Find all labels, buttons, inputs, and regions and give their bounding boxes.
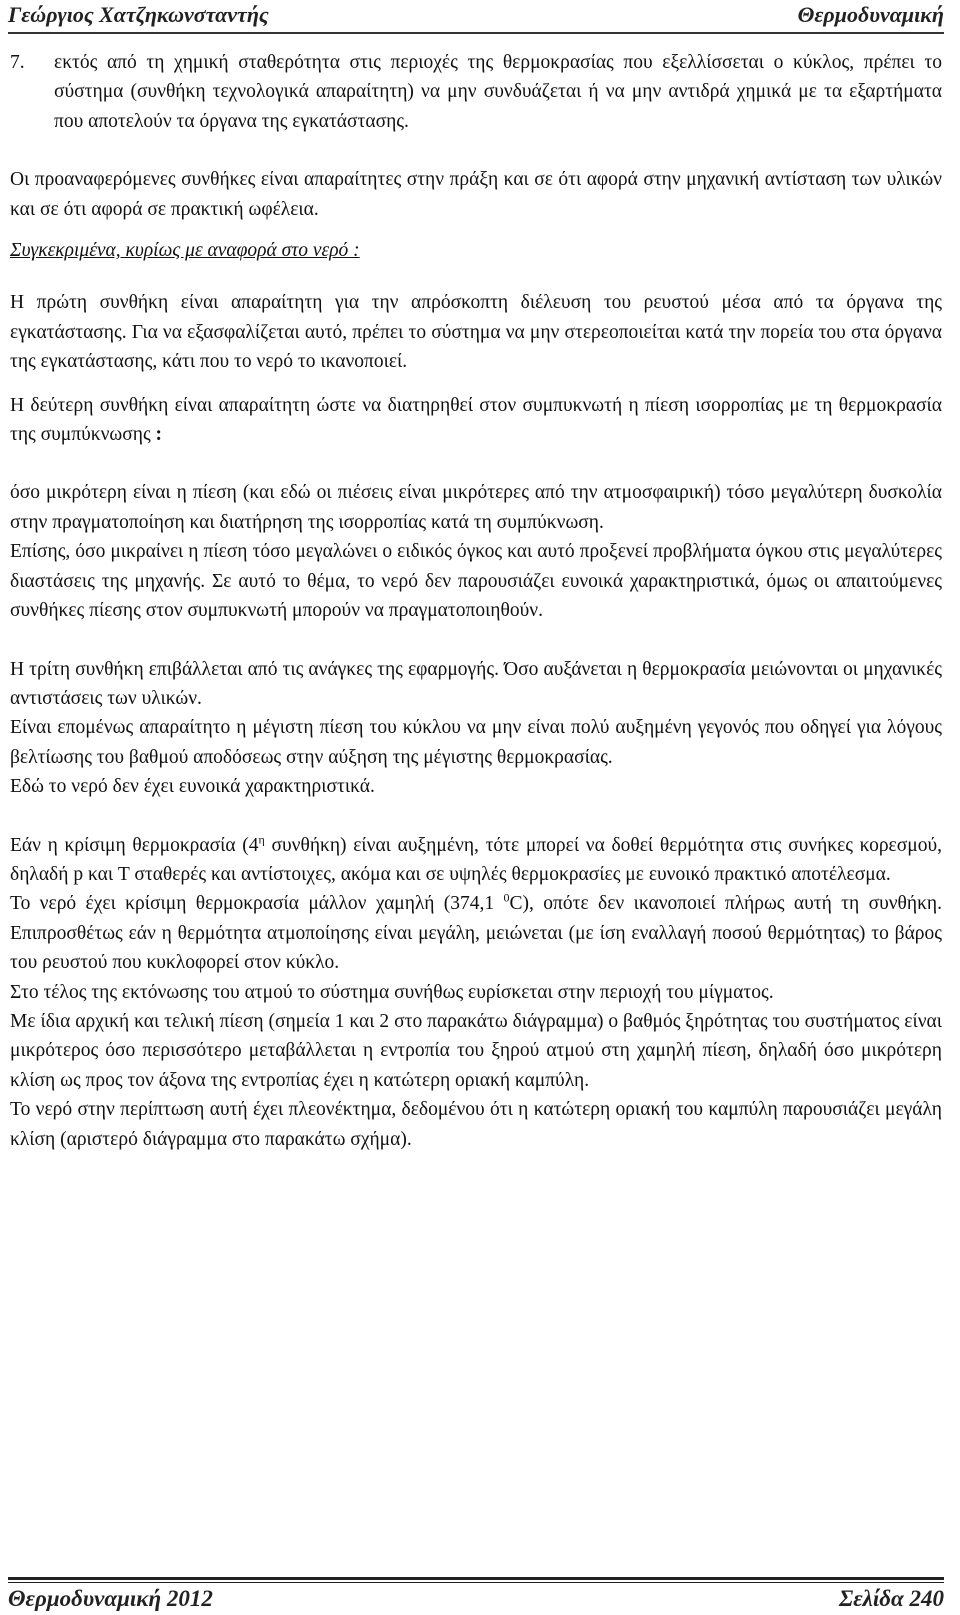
paragraph: Εδώ το νερό δεν έχει ευνοικά χαρακτηριστικά. (10, 776, 375, 798)
paragraph-text: συνθήκη) είναι αυξημένη, τότε μπορεί να δοθεί θερμότητα στις συνήκες κορεσμού, δηλαδή p και T σταθερές και αντίστοιχες, ακόμα και σε υψηλές θερμοκρασίες με ευνοικό πρακτικό αποτέλεσμα. (10, 834, 942, 885)
paragraph-text: C), οπότε δεν ικανοποιεί πλήρως αυτή τη συνθήκη. Επιπροσθέτως εάν η θερμότητα ατμοποίησης είναι μεγάλη, μειώνεται (με ίση εναλλαγή ποσού θερμότητας) το βάρος του ρευστού που κυκλοφορεί στον κύκλο. (10, 893, 942, 974)
numbered-item-7 (10, 48, 942, 136)
paragraph (10, 831, 942, 890)
paragraph: Επίσης, όσο μικραίνει η πίεση τόσο μεγαλώνει ο ειδικός όγκος και αυτό προξενεί προβλήματα όγκου στις μεγαλύτερες διαστάσεις της μηχανής. Σε αυτό το θέμα, το νερό δεν παρουσιάζει ευνοικά χαρακτηριστικά, όμως οι απαιτούμενες συνθήκες πίεσης στον συμπυκνωτή μπορούν να πραγματοποιηθούν. (10, 541, 942, 622)
footer-title: Θερμοδυναμική 2012 (8, 1586, 213, 1611)
paragraph: Το νερό στην περίπτωση αυτή έχει πλεονέκτημα, δεδομένου ότι η κατώτερη οριακή του καμπύλη παρουσιάζει μεγάλη κλίση (αριστερό διάγραμμα στο παρακάτω σχήμα). (10, 1099, 942, 1150)
paragraph-text: Το νερό έχει κρίσιμη θερμοκρασία μάλλον χαμηλή (374,1 (10, 893, 504, 915)
item-number: 7. (10, 52, 25, 73)
paragraph: Στο τέλος της εκτόνωσης του ατμού το σύστημα συνήθως ευρίσκεται στην περιοχή του μίγματος. (10, 981, 774, 1003)
paragraph: Η πρώτη συνθήκη είναι απαραίτητη για την απρόσκοπτη διέλευση του ρευστού μέσα από τα όργανα της εγκατάστασης. Για να εξασφαλίζεται αυτό, πρέπει το σύστημα να μην στερεοποιείται κατά την πορεία του στα όργανα της εγκατάστασης, κάτι που το νερό το ικανοποιεί. (10, 292, 942, 373)
paragraph-text: Εάν η κρίσιμη θερμοκρασία (4 (10, 834, 259, 856)
superscript: 0 (503, 890, 510, 905)
superscript: η (258, 832, 265, 847)
header-author: Γεώργιος Χατζηκωνσταντής (8, 2, 269, 27)
paragraph: Είναι επομένως απαραίτητο η μέγιστη πίεση του κύκλου να μην είναι πολύ αυξημένη γεγονός που οδηγεί για λόγους βελτίωσης του βαθμού αποδόσεως στην αύξηση της μέγιστης θερμοκρασίας. (10, 717, 942, 768)
page-number: Σελίδα 240 (838, 1586, 944, 1611)
paragraph (10, 391, 942, 450)
header-subject: Θερμοδυναμική (797, 2, 944, 27)
footer-divider-thin (8, 1582, 944, 1583)
paragraph: Με ίδια αρχική και τελική πίεση (σημεία 1 και 2 στο παρακάτω διάγραμμα) ο βαθμός ξηρότητας του συστήματος είναι μικρότερος όσο περισσότερο μεταβάλλεται η εντροπία του ξηρού ατμού στη χαμηλή πίεση, δηλαδή όσο μικρότερη κλίση ως προς τον άξονα της εντροπίας έχει η κατώτερη οριακή καμπύλη. (10, 1010, 942, 1091)
paragraph-text: Η δεύτερη συνθήκη είναι απαραίτητη ώστε να διατηρηθεί στον συμπυκνωτή η πίεση ισορροπίας με τη θερμοκρασία της συμπύκνωσης (10, 394, 942, 446)
footer-divider-thick (8, 1577, 944, 1580)
colon: : (155, 424, 163, 446)
page-footer (8, 1586, 944, 1614)
header-divider (8, 32, 944, 34)
paragraph: Η τρίτη συνθήκη επιβάλλεται από τις ανάγκες της εφαρμογής. Όσο αυξάνεται η θερμοκρασία μειώνονται οι μηχανικές αντιστάσεις των υλικών. (10, 658, 942, 709)
page-body (10, 48, 942, 1154)
item-text: εκτός από τη χημική σταθερότητα στις περιοχές της θερμοκρασίας που εξελλίσσεται ο κύκλος, πρέπει το σύστημα (συνθήκη τεχνολογικά απαραίτητη) να μην συνδυάζεται ή να μην αντιδρά χημικά με τα εξαρτήματα που αποτελούν τα όργανα της εγκατάστασης. (54, 52, 942, 132)
paragraph: όσο μικρότερη είναι η πίεση (και εδώ οι πιέσεις είναι μικρότερες από την ατμοσφαιρική) τόσο μεγαλύτερη δυσκολία στην πραγματοποίηση και διατήρηση της ισορροπίας κατά τη συμπύκνωση. (10, 482, 942, 533)
section-subheading: Συγκεκριμένα, κυρίως με αναφορά στο νερό : (10, 240, 360, 262)
paragraph: Οι προαναφερόμενες συνθήκες είναι απαραίτητες στην πράξη και σε ότι αφορά στην μηχανική αντίσταση των υλικών και σε ότι αφορά σε πρακτική ωφέλεια. (10, 169, 942, 220)
paragraph (10, 889, 942, 977)
page-header (8, 0, 944, 34)
